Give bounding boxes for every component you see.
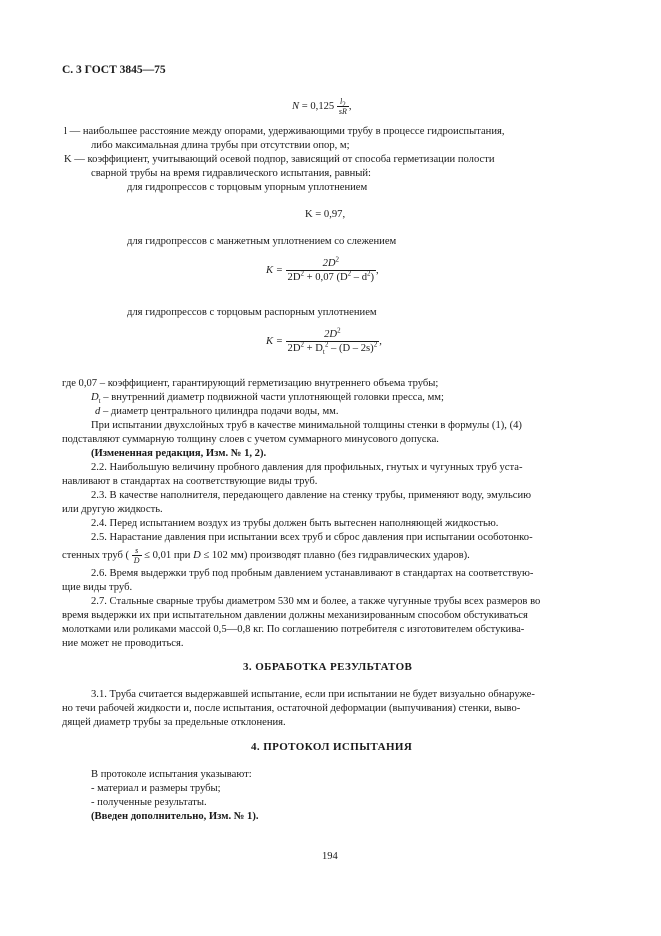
para-2-5-line1: 2.5. Нарастание давления при испытании всех труб и сброс давления при испытании особотонко- xyxy=(91,532,533,543)
case3-label: для гидропрессов с торцовым распорным уплотнением xyxy=(127,307,377,318)
para-2-5-text-c: D xyxy=(193,549,201,561)
formula-k3 xyxy=(266,328,382,355)
para-2-3-line1: 2.3. В качестве наполнителя, передающего давление на стенку трубы, применяют воду, эмульсию xyxy=(91,490,532,501)
case2-label: для гидропрессов с манжетным уплотнением со слежением xyxy=(127,236,397,247)
formula-k3-den-sub: t xyxy=(322,348,325,357)
protocol-item-1: - материал и размеры трубы; xyxy=(91,783,221,794)
formula-k3-lhs: K = xyxy=(266,335,283,347)
formula-k3-den-a: 2D xyxy=(287,343,301,354)
two-layer-para-line1: При испытании двухслойных труб в качестве минимальной толщины стенки в формулы (1), (4) xyxy=(91,420,522,431)
para-2-5-line2 xyxy=(62,546,470,565)
formula-n-coef: 0,125 xyxy=(310,100,335,112)
formula-k2-fraction: $\frac{2D^2}{2D^2 + 0,07 (D^2 - d^2)}$ xyxy=(287,255,375,283)
para-2-5-frac-den: D xyxy=(133,556,140,565)
formula-k3-den-c: – (D – 2s) xyxy=(328,343,374,354)
def-k-line2: сварной трубы на время гидравлического испытания, равный: xyxy=(91,168,371,179)
page-header: С. 3 ГОСТ 3845—75 xyxy=(62,64,166,76)
para-3-1-line2: но течи рабочей жидкости и, после испытания, остаточной деформации (выпучивания) стенки, выво- xyxy=(62,703,521,714)
para-3-1-line1: 3.1. Труба считается выдержавшей испытание, если при испытании не будет визуально обнаруже- xyxy=(91,689,535,700)
formula-n-den: sR xyxy=(338,107,347,116)
amendment-note-1: (Измененная редакция, Изм. № 1, 2). xyxy=(91,448,267,459)
para-2-7-line2: время выдержки их при испытательном давлении должны механизированным способом обстукиваться xyxy=(62,610,528,621)
formula-k3-tail: , xyxy=(379,335,382,347)
formula-n-fraction xyxy=(337,97,349,116)
formula-n xyxy=(292,97,352,116)
two-layer-para-line2: подставляют суммарную толщину слоев с учетом суммарного минусового допуска. xyxy=(62,434,439,445)
formula-k2-den-a: 2D xyxy=(287,272,301,283)
def-l-line2: либо максимальная длина трубы при отсутствии опор, м; xyxy=(91,140,350,151)
where-line3-symbol: d xyxy=(95,406,101,417)
case1-label: для гидропрессов с торцовым упорным уплотнением xyxy=(127,182,368,193)
formula-k2-den-d: ) xyxy=(370,272,375,283)
para-2-5-text-b: ≤ 0,01 при xyxy=(144,549,191,561)
formula-k2-num: 2D xyxy=(322,258,336,269)
para-2-7-line4: ние может не проводиться. xyxy=(62,638,184,649)
para-2-7-line3: молотками или роликами массой 0,5—0,8 кг. По соглашению потребителя с изготовителем обстукива- xyxy=(62,624,525,635)
protocol-item-2: - полученные результаты. xyxy=(91,797,207,808)
para-2-2-line2: навливают в стандартах на соответствующие виды труб. xyxy=(62,476,318,487)
para-2-5-fraction xyxy=(132,546,142,565)
amendment-note-2: (Введен дополнительно, Изм. № 1). xyxy=(91,811,259,822)
formula-n-eq: = xyxy=(301,100,308,112)
para-3-1-line3: дящей диаметр трубы за предельные отклонения. xyxy=(62,717,286,728)
formula-k3-num: 2D xyxy=(324,329,338,340)
para-2-2-line1: 2.2. Наибольшую величину пробного давления для профильных, гнутых и чугунных труб уста- xyxy=(91,462,523,473)
where-line3-text: – диаметр центрального цилиндра подачи воды, мм. xyxy=(102,406,339,417)
formula-k1: K = 0,97, xyxy=(305,209,346,220)
where-line2 xyxy=(91,391,444,405)
def-k-line1: K — коэффициент, учитывающий осевой подпор, зависящий от способа герметизации полости xyxy=(64,154,495,165)
para-2-4: 2.4. Перед испытанием воздух из трубы должен быть вытеснен наполняющей жидкостью. xyxy=(91,518,499,529)
para-2-7-line1: 2.7. Стальные сварные трубы диаметром 530 мм и более, а также чугунные трубы всех размеров во xyxy=(91,596,541,607)
protocol-intro: В протоколе испытания указывают: xyxy=(91,769,252,780)
formula-k3-den-b: + D xyxy=(303,343,323,354)
para-2-6-line2: щие виды труб. xyxy=(62,582,133,593)
formula-k2-den-c: – d xyxy=(351,272,368,283)
para-2-5-text-a: стенных труб ( xyxy=(62,549,130,561)
section-4-heading: 4. ПРОТОКОЛ ИСПЫТАНИЯ xyxy=(251,741,413,753)
where-line3 xyxy=(95,405,339,419)
where-line2-text: – внутренний диаметр подвижной части уплотняющей головки пресса, мм; xyxy=(103,392,444,403)
formula-k2-tail: , xyxy=(376,264,379,276)
formula-n-tail: , xyxy=(348,100,352,112)
formula-n-lhs: N xyxy=(292,100,300,112)
formula-k3-fraction: $\frac{2D^2}{2D^2 + D_t^2 - (D - 2s)^2}$ xyxy=(287,326,378,357)
para-2-5-frac-num: s xyxy=(132,546,142,556)
def-l-line1: l — наибольшее расстояние между опорами, удерживающими трубу в процессе гидроиспытания, xyxy=(64,126,505,137)
where-line1: где 0,07 – коэффициент, гарантирующий герметизацию внутреннего объема трубы; xyxy=(62,378,439,389)
formula-k2-den-b: + 0,07 (D xyxy=(303,272,348,283)
para-2-3-line2: или другую жидкость. xyxy=(62,504,163,515)
para-2-5-text-d: ≤ 102 мм) производят плавно (без гидравлических ударов). xyxy=(203,549,470,561)
para-2-6-line1: 2.6. Время выдержки труб под пробным давлением устанавливают в стандартах на соответствую- xyxy=(91,568,534,579)
formula-n-num: l xyxy=(340,97,343,106)
where-line2-symbol: D xyxy=(91,392,99,403)
where-line2-sub: t xyxy=(98,397,101,406)
page-number: 194 xyxy=(322,851,338,862)
formula-n-num-sub: 2 xyxy=(342,100,346,109)
formula-k2-lhs: K = xyxy=(266,264,283,276)
formula-k2 xyxy=(266,257,379,284)
section-3-heading: 3. ОБРАБОТКА РЕЗУЛЬТАТОВ xyxy=(243,661,413,673)
